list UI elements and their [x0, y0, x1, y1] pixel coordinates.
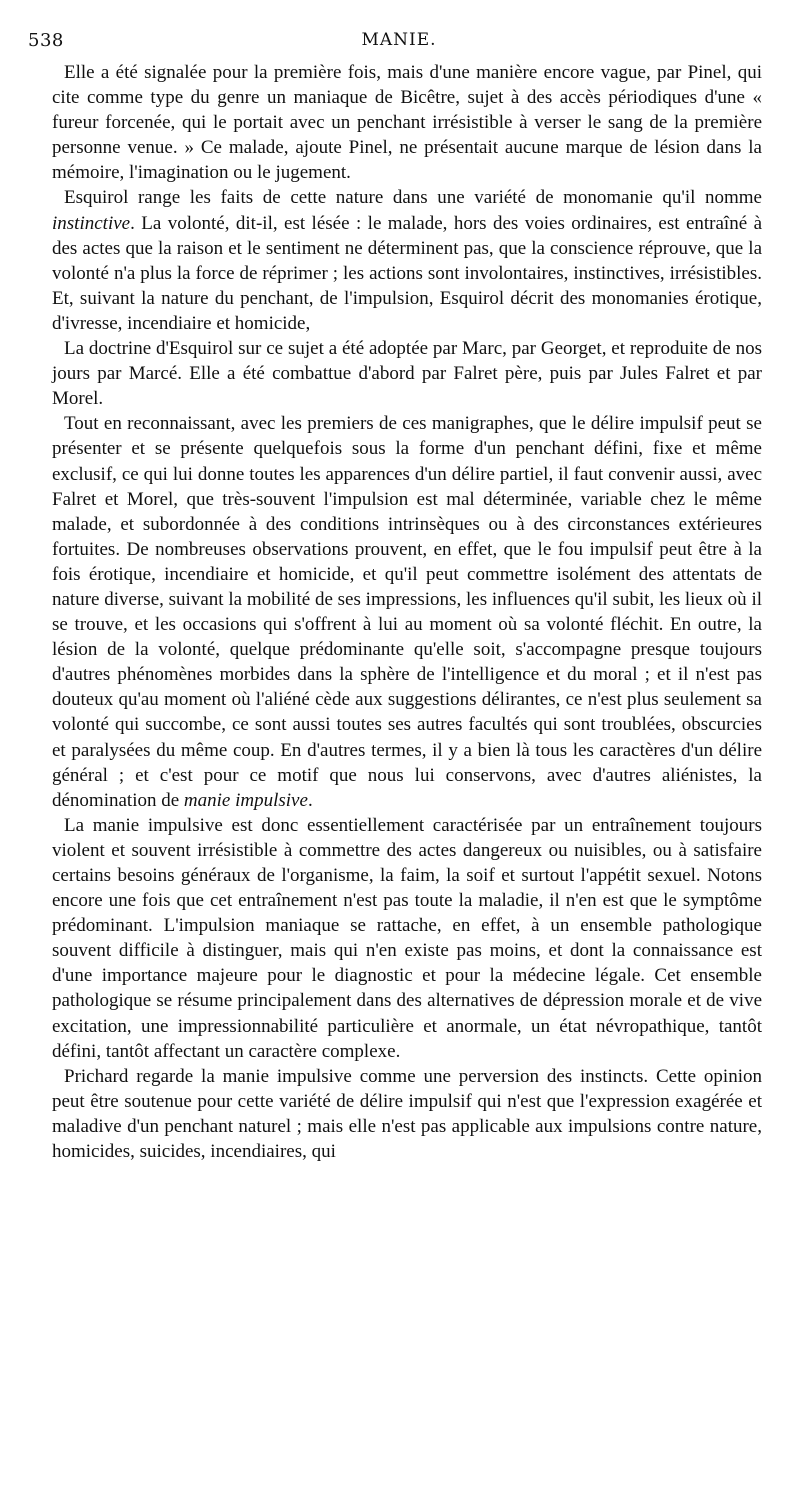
- paragraph-manigraphes: [52, 411, 762, 813]
- paragraph-text: .: [307, 789, 313, 811]
- italic-term: instinctive: [52, 212, 131, 234]
- paragraph-prichard: Prichard regarde la manie impulsive comme une perversion des instincts. Cette opinion peut être soutenue pour cette variété de délire impulsif qui n'est que l'expression exagérée et maladive d'un penchant naturel ; mais elle n'est pas applicable aux impulsions contre nature, homicides, suicides, incendiaires, qui: [52, 1065, 762, 1163]
- running-header: [28, 30, 770, 54]
- paragraph-text: Esquirol range les faits de cette nature dans une variété de monomanie qu'il nomme: [64, 187, 762, 209]
- page-number: 538: [28, 30, 64, 51]
- paragraph-pinel: Elle a été signalée pour la première fois, mais d'une manière encore vague, par Pinel, qui cite comme type du genre un maniaque de Bicêtre, sujet à des accès périodiques d'une « fureur forcenée, qui le portait avec un penchant irrésistible à verser le sang de la première personne venue. » Ce malade, ajoute Pinel, ne présentait aucune marque de lésion dans la mémoire, l'imagination ou le jugement.: [52, 62, 762, 184]
- italic-term: manie impulsive: [183, 789, 308, 811]
- paragraph-text: . La volonté, dit-il, est lésée : le malade, hors des voies ordinaires, est entraîné à des actes que la raison et le sentiment ne déterminent pas, que la conscience réprouve, que la volonté n'a plus la force de réprimer ; les actions sont involontaires, instinctives, irrésistibles. Et, suivant la nature du penchant, de l'impulsion, Esquirol décrit des monomanies érotique, d'ivresse, incendiaire et homicide,: [52, 212, 762, 334]
- body-text: [52, 60, 762, 1164]
- paragraph-esquirol: [52, 185, 762, 336]
- page-title: MANIE.: [361, 30, 437, 50]
- paragraph-text: Tout en reconnaissant, avec les premiers de ces manigraphes, que le délire impulsif peut se présenter et se présente quelquefois sous la forme d'un penchant défini, fixe et même exclusif, ce qui lui donne toutes les apparences d'un délire partiel, il faut convenir aussi, avec Falret et Morel, que très-souvent l'impulsion est mal déterminée, variable chez le même malade, et subordonnée à des conditions intrinsèques ou à des circonstances extérieures fortuites. De nombreuses observations prouvent, en effet, que le fou impulsif peut être à la fois érotique, incendiaire et homicide, et qu'il peut commettre isolément des attentats de nature diverse, suivant la mobilité de ses impressions, les influences qu'il subit, les lieux où il se trouve, et les occasions qui s'offrent à lui au moment où sa volonté fléchit. En outre, la lésion de la volonté, quelque prédominante qu'elle soit, s'accompagne presque toujours d'autres phénomènes morbides dans la sphère de l'intelligence et du moral ; et il n'est pas douteux qu'au moment où l'aliéné cède aux suggestions délirantes, ce n'est plus seulement sa volonté qui succombe, ce sont aussi toutes ses autres facultés qui sont troublées, obscurcies et paralysées du même coup. En d'autres termes, il y a bien là tous les caractères d'un délire général ; et c'est pour ce motif que nous lui conservons, avec d'autres aliénistes, la dénomination de: [52, 413, 762, 811]
- paragraph-doctrine: La doctrine d'Esquirol sur ce sujet a été adoptée par Marc, par Georget, et reproduite de nos jours par Marcé. Elle a été combattue d'abord par Falret père, puis par Jules Falret et par Morel.: [52, 338, 762, 410]
- paragraph-manie-impulsive: La manie impulsive est donc essentiellement caractérisée par un entraînement toujours violent et souvent irrésistible à commettre des actes dangereux ou nuisibles, ou à satisfaire certains besoins généraux de l'organisme, la faim, la soif et surtout l'appétit sexuel. Notons encore une fois que cet entraînement n'est pas toute la maladie, il n'en est que le symptôme prédominant. L'impulsion maniaque se rattache, en effet, à un ensemble pathologique souvent difficile à distinguer, mais qui n'en existe pas moins, et dont la connaissance est d'une importance majeure pour le diagnostic et pour la médecine légale. Cet ensemble pathologique se résume principalement dans des alternatives de dépression morale et de vive excitation, une impressionnabilité particulière et anormale, un état névropathique, tantôt défini, tantôt affectant un caractère complexe.: [52, 814, 762, 1062]
